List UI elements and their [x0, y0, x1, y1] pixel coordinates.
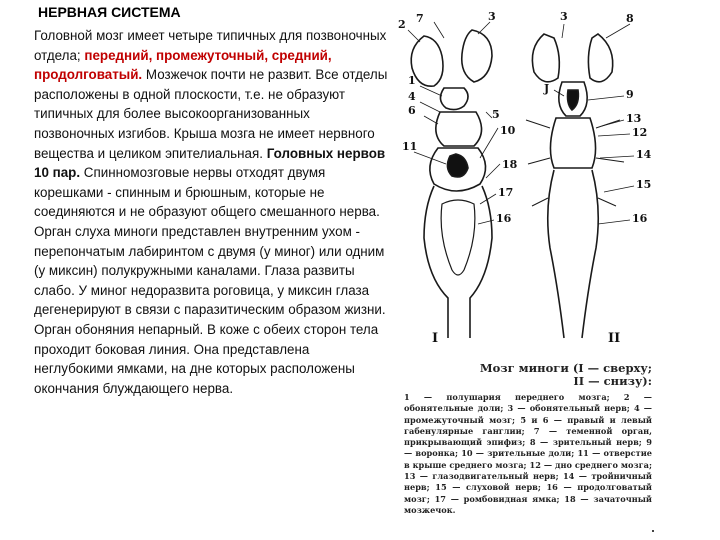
midbrain-floor [550, 118, 595, 168]
label-J: J [544, 82, 550, 95]
rhomboid-fossa [441, 200, 475, 275]
medulla-ventral [548, 170, 599, 338]
caption-legend: 1 — полушария переднего мозга; 2 — обонятельные доли; 3 — обонятельный нерв; 4 — промежуточный мозг; 5 и 6 — правый и левый габенулярные ганглии; 7 — теменной орган, прикрывающий эпифиз; 8 — зрительный нерв; 9 — воронка; 10 — зрительные доли; 11 — отверстие в крыше среднего мозга; 12 — дно среднего мозга; 13 — глазодвигательный нерв; 14 — тройничный нерв; 15 — слуховой нерв; 16 — продолговатый мозг; 17 — ромбовидная ямка; 18 — зачаточный мозжечок. [404, 392, 652, 515]
olfactory-lobe-left [411, 36, 443, 86]
olfactory-lobe-right [462, 30, 492, 82]
label-18: 18 [502, 158, 518, 171]
view-label-top: I [432, 331, 439, 346]
label-7: 7 [416, 12, 424, 25]
label-10: 10 [500, 124, 516, 137]
brain-sections-highlight: передний, промежуточный, средний, продолговатый. [34, 47, 332, 83]
caption-title-2: II — снизу): [573, 374, 652, 388]
label-1: 1 [408, 74, 416, 87]
paragraph-2: Мозжечок почти не развит. Все отделы расположены в одной плоскости, т.е. не образуют типичных для более высокоорганизованных позвоночных изгибов. Крыша мозга не имеет нервного вещества и целиком эпителиальная. [34, 67, 388, 161]
view-label-bottom: II [608, 331, 621, 346]
cranial-nerves-highlight: Головных нервов 10 пар. [34, 145, 386, 181]
label-2: 2 [398, 18, 406, 31]
paragraph-1: Головной мозг имеет четыре типичных для позвоночных отдела; [34, 28, 387, 63]
label-13: 13 [626, 112, 642, 125]
label-16-right: 16 [632, 212, 648, 225]
label-3: 3 [488, 10, 496, 23]
label-8: 8 [626, 12, 634, 25]
decorative-dot [652, 530, 654, 532]
lamprey-brain-figure [394, 8, 652, 348]
label-15: 15 [636, 178, 652, 191]
medulla-left [424, 186, 492, 338]
caption-title-1: Мозг миноги (I — сверху; [479, 361, 652, 375]
paragraph-3: Спинномозговые нервы отходят двумя корешками - спинным и брюшным, которые не соединяются и не образуют общего смешанного нерва. Орган слуха миноги представлен внутренним ухом - перепончатым лабиринтом с двумя (у миног) или одним (у миксин) полукружными каналами. Глаза развиты слабо. У миног недоразвита роговица, у миксин глаза дегенерируют в связи с паразитическим образом жизни. Орган обоняния непарный. В коже с обеих сторон тела проходит боковая линия. Она представлена неглубокими ямками, на дне которых расположены окончания блуждающего нерва. [34, 165, 386, 396]
label-6: 6 [408, 104, 416, 117]
figure-caption [404, 362, 652, 516]
label-4: 4 [408, 90, 416, 103]
label-16-left: 16 [496, 212, 512, 225]
label-11: 11 [402, 140, 418, 153]
label-17: 17 [498, 186, 514, 199]
body-text [34, 26, 390, 398]
forebrain-hemisphere [440, 88, 468, 110]
olfactory-lobe-ventral-left [532, 34, 559, 82]
label-12: 12 [632, 126, 648, 139]
nerve-roots [526, 120, 624, 206]
label-9: 9 [626, 88, 634, 101]
diencephalon [436, 112, 482, 146]
hypothalamus [568, 90, 579, 110]
label-5: 5 [492, 108, 500, 121]
label-14: 14 [636, 148, 652, 161]
midbrain-opening [447, 154, 468, 177]
label-3-right: 3 [560, 10, 568, 23]
page-title: НЕРВНАЯ СИСТЕМА [38, 4, 181, 20]
olfactory-lobe-ventral-right [588, 34, 612, 82]
